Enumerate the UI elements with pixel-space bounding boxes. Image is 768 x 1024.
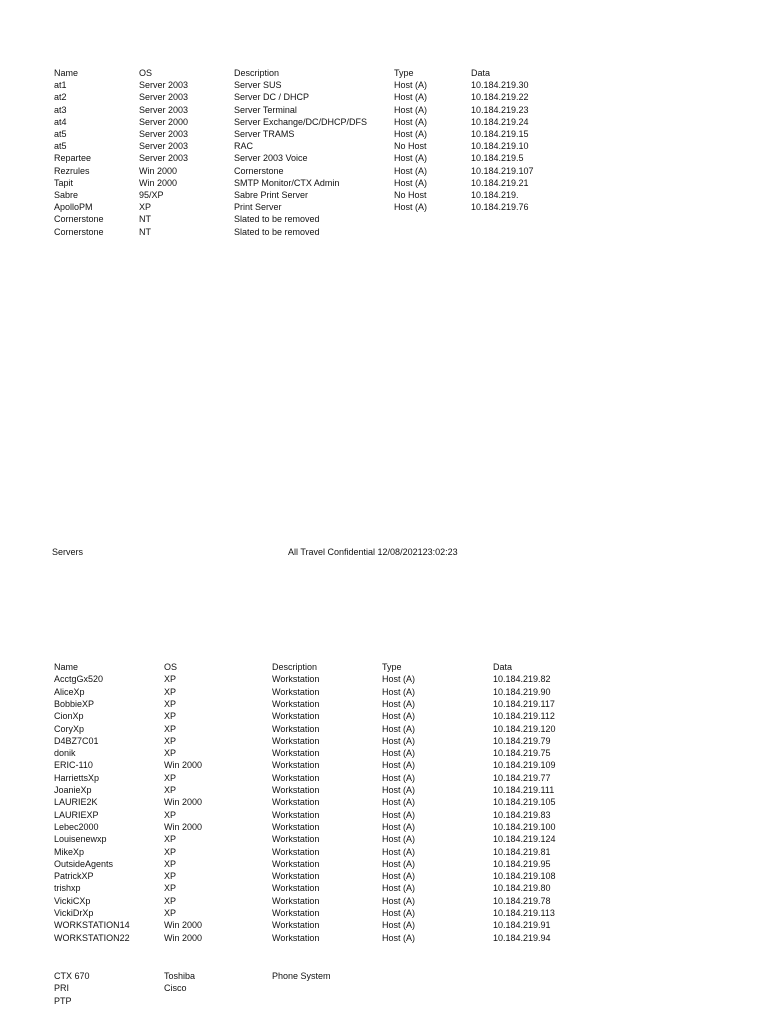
cell-name: LAURIE2K bbox=[54, 797, 98, 808]
cell-name: JoanieXp bbox=[54, 785, 92, 795]
cell-description: Workstation bbox=[272, 858, 320, 869]
server-row bbox=[0, 213, 768, 225]
cell-name: CionXp bbox=[54, 711, 84, 722]
cell-type: Host (A) bbox=[382, 686, 416, 697]
cell-name: ApolloPM bbox=[54, 202, 93, 213]
cell-os: XP bbox=[164, 674, 177, 685]
header-description: Description bbox=[272, 662, 318, 672]
cell-os: Server 2003 bbox=[139, 104, 189, 115]
workstation-row bbox=[0, 895, 768, 907]
cell-name: Sabre bbox=[54, 190, 79, 200]
cell-description: Workstation bbox=[272, 920, 320, 931]
cell-type: Host (A) bbox=[382, 871, 416, 882]
cell-name: donik bbox=[54, 748, 76, 759]
cell-name: WORKSTATION14 bbox=[54, 920, 130, 931]
header-os: OS bbox=[139, 68, 153, 78]
header-type: Type bbox=[394, 68, 414, 78]
cell-description: Workstation bbox=[272, 895, 320, 906]
cell-description: Workstation bbox=[272, 723, 320, 734]
workstations-header-row bbox=[0, 661, 768, 673]
cell-type: Host (A) bbox=[382, 735, 416, 746]
cell-description: Workstation bbox=[272, 932, 320, 943]
cell-data: 10.184.219.94 bbox=[493, 932, 551, 943]
cell-description: Workstation bbox=[272, 698, 320, 709]
workstation-row bbox=[0, 673, 768, 685]
cell-description: Workstation bbox=[272, 760, 320, 771]
cell-description: Workstation bbox=[272, 809, 320, 820]
header-data: Data bbox=[471, 68, 491, 78]
cell-os: XP bbox=[164, 883, 177, 894]
cell-os: Win 2000 bbox=[164, 920, 203, 931]
cell-data: 10.184.219.5 bbox=[471, 153, 524, 164]
cell-os: Server 2003 bbox=[139, 92, 189, 103]
cell-data: 10.184.219.108 bbox=[493, 871, 556, 882]
cell-data: 10.184.219.78 bbox=[493, 895, 551, 906]
cell-data: 10.184.219.77 bbox=[493, 772, 551, 783]
cell-name: MikeXp bbox=[54, 846, 85, 857]
cell-name: D4BZ7C01 bbox=[54, 735, 99, 746]
cell-name: AcctgGx520 bbox=[54, 674, 104, 685]
cell-description: Workstation bbox=[272, 674, 320, 685]
cell-type: Host (A) bbox=[382, 834, 416, 845]
cell-os: XP bbox=[164, 686, 177, 697]
workstation-row bbox=[0, 870, 768, 882]
cell-type: No Host bbox=[394, 190, 427, 200]
cell-name: ERIC-110 bbox=[54, 760, 93, 771]
cell-name: trishxp bbox=[54, 883, 81, 894]
cell-description: Workstation bbox=[272, 834, 320, 845]
cell-type: Host (A) bbox=[382, 797, 416, 808]
cell-data: 10.184.219.79 bbox=[493, 735, 551, 746]
servers-header-row bbox=[0, 67, 768, 79]
cell-description: Workstation bbox=[272, 748, 320, 759]
device-name: PTP bbox=[54, 995, 72, 1006]
cell-type: No Host bbox=[394, 141, 427, 152]
cell-description: Slated to be removed bbox=[234, 226, 320, 237]
cell-description: SMTP Monitor/CTX Admin bbox=[234, 177, 340, 188]
cell-os: Server 2003 bbox=[139, 153, 189, 164]
cell-type: Host (A) bbox=[382, 698, 416, 709]
cell-name: Tapit bbox=[54, 177, 74, 188]
cell-os: XP bbox=[164, 748, 177, 759]
cell-type: Host (A) bbox=[394, 116, 428, 127]
cell-os: Win 2000 bbox=[139, 165, 178, 176]
cell-name: WORKSTATION22 bbox=[54, 932, 130, 943]
cell-type: Host (A) bbox=[382, 723, 416, 734]
cell-type: Host (A) bbox=[394, 177, 428, 188]
cell-description: Server DC / DHCP bbox=[234, 92, 310, 103]
cell-name: Cornerstone bbox=[54, 214, 104, 225]
cell-description: Workstation bbox=[272, 785, 320, 795]
cell-name: Rezrules bbox=[54, 165, 90, 176]
cell-data: 10.184.219.90 bbox=[493, 686, 551, 697]
cell-name: VickiCXp bbox=[54, 895, 91, 906]
cell-type: Host (A) bbox=[394, 153, 428, 164]
cell-type: Host (A) bbox=[394, 129, 428, 139]
cell-data: 10.184.219.107 bbox=[471, 165, 534, 176]
cell-data: 10.184.219.81 bbox=[493, 846, 551, 857]
cell-os: XP bbox=[164, 723, 177, 734]
cell-os: XP bbox=[164, 834, 177, 845]
cell-type: Host (A) bbox=[394, 92, 428, 103]
cell-type: Host (A) bbox=[382, 821, 416, 832]
cell-type: Host (A) bbox=[382, 785, 416, 795]
cell-os: Server 2003 bbox=[139, 141, 189, 152]
cell-data: 10.184.219.15 bbox=[471, 129, 529, 139]
cell-data: 10.184.219.80 bbox=[493, 883, 551, 894]
cell-data: 10.184.219.82 bbox=[493, 674, 551, 685]
server-row bbox=[0, 128, 768, 140]
cell-description: Server Terminal bbox=[234, 104, 297, 115]
cell-data: 10.184.219.111 bbox=[493, 785, 555, 795]
cell-name: LAURIEXP bbox=[54, 809, 99, 820]
workstation-row bbox=[0, 932, 768, 944]
cell-os: XP bbox=[164, 785, 177, 795]
header-name: Name bbox=[54, 68, 79, 78]
workstation-row bbox=[0, 735, 768, 747]
cell-description: Cornerstone bbox=[234, 165, 284, 176]
cell-data: 10.184.219.124 bbox=[493, 834, 556, 845]
server-row bbox=[0, 140, 768, 152]
workstation-row bbox=[0, 919, 768, 931]
cell-description: Workstation bbox=[272, 883, 320, 894]
cell-name: AliceXp bbox=[54, 686, 85, 697]
cell-os: Win 2000 bbox=[164, 797, 203, 808]
cell-name: at5 bbox=[54, 141, 67, 152]
cell-description: RAC bbox=[234, 141, 254, 152]
cell-os: Server 2000 bbox=[139, 116, 189, 127]
cell-os: XP bbox=[139, 202, 152, 213]
cell-description: Slated to be removed bbox=[234, 214, 320, 225]
cell-name: OutsideAgents bbox=[54, 858, 114, 869]
cell-name: Cornerstone bbox=[54, 226, 104, 237]
cell-os: XP bbox=[164, 772, 177, 783]
cell-os: Win 2000 bbox=[164, 760, 203, 771]
server-row bbox=[0, 116, 768, 128]
workstation-row bbox=[0, 772, 768, 784]
server-row bbox=[0, 104, 768, 116]
cell-description: Print Server bbox=[234, 202, 282, 213]
cell-name: at4 bbox=[54, 116, 67, 127]
footer-confidential-timestamp: All Travel Confidential 12/08/202123:02:23 bbox=[288, 547, 458, 557]
server-row bbox=[0, 165, 768, 177]
server-row bbox=[0, 177, 768, 189]
cell-os: XP bbox=[164, 809, 177, 820]
workstation-row bbox=[0, 723, 768, 735]
workstation-row bbox=[0, 907, 768, 919]
workstation-row bbox=[0, 759, 768, 771]
cell-name: Louisenewxp bbox=[54, 834, 107, 845]
cell-data: 10.184.219.10 bbox=[471, 141, 529, 152]
cell-data: 10.184.219.23 bbox=[471, 104, 529, 115]
header-os: OS bbox=[164, 662, 178, 672]
cell-data: 10.184.219.75 bbox=[493, 748, 551, 759]
cell-name: at3 bbox=[54, 104, 67, 115]
cell-data: 10.184.219.120 bbox=[493, 723, 556, 734]
cell-os: XP bbox=[164, 735, 177, 746]
cell-os: Server 2003 bbox=[139, 80, 189, 91]
cell-os: Win 2000 bbox=[164, 932, 203, 943]
device-row bbox=[0, 982, 768, 994]
header-name: Name bbox=[54, 662, 79, 672]
server-row bbox=[0, 79, 768, 91]
cell-type: Host (A) bbox=[382, 883, 416, 894]
workstation-row bbox=[0, 747, 768, 759]
cell-os: NT bbox=[139, 214, 151, 225]
cell-data: 10.184.219.109 bbox=[493, 760, 556, 771]
workstation-row bbox=[0, 833, 768, 845]
cell-description: Server SUS bbox=[234, 80, 282, 91]
server-row bbox=[0, 91, 768, 103]
cell-os: XP bbox=[164, 908, 177, 918]
cell-os: XP bbox=[164, 711, 177, 722]
cell-os: Win 2000 bbox=[164, 821, 203, 832]
cell-type: Host (A) bbox=[382, 674, 416, 685]
cell-type: Host (A) bbox=[382, 748, 416, 759]
cell-description: Sabre Print Server bbox=[234, 190, 309, 200]
cell-type: Host (A) bbox=[394, 165, 428, 176]
cell-description: Workstation bbox=[272, 686, 320, 697]
cell-type: Host (A) bbox=[382, 846, 416, 857]
cell-os: XP bbox=[164, 858, 177, 869]
cell-data: 10.184.219.113 bbox=[493, 908, 555, 918]
server-row bbox=[0, 189, 768, 201]
cell-os: XP bbox=[164, 895, 177, 906]
cell-description: Workstation bbox=[272, 871, 320, 882]
cell-data: 10.184.219.112 bbox=[493, 711, 555, 722]
cell-description: Server Exchange/DC/DHCP/DFS bbox=[234, 116, 368, 127]
cell-data: 10.184.219.117 bbox=[493, 698, 555, 709]
device-name: PRI bbox=[54, 983, 70, 994]
cell-description: Server TRAMS bbox=[234, 129, 295, 139]
cell-name: at1 bbox=[54, 80, 67, 91]
cell-type: Host (A) bbox=[382, 858, 416, 869]
cell-description: Workstation bbox=[272, 846, 320, 857]
cell-name: Lebec2000 bbox=[54, 821, 99, 832]
cell-os: 95/XP bbox=[139, 190, 164, 200]
cell-os: Win 2000 bbox=[139, 177, 178, 188]
server-row bbox=[0, 226, 768, 238]
footer-section-label: Servers bbox=[52, 547, 84, 557]
workstation-row bbox=[0, 796, 768, 808]
cell-data: 10.184.219. bbox=[471, 190, 519, 200]
cell-type: Host (A) bbox=[382, 932, 416, 943]
workstation-row bbox=[0, 698, 768, 710]
cell-description: Server 2003 Voice bbox=[234, 153, 308, 164]
device-vendor: Toshiba bbox=[164, 971, 196, 981]
cell-os: Server 2003 bbox=[139, 129, 189, 139]
cell-type: Host (A) bbox=[394, 202, 428, 213]
cell-name: HarriettsXp bbox=[54, 772, 100, 783]
cell-os: XP bbox=[164, 846, 177, 857]
cell-name: CoryXp bbox=[54, 723, 85, 734]
workstation-row bbox=[0, 846, 768, 858]
device-row bbox=[0, 995, 768, 1007]
cell-type: Host (A) bbox=[382, 772, 416, 783]
workstation-row bbox=[0, 686, 768, 698]
cell-data: 10.184.219.22 bbox=[471, 92, 529, 103]
cell-name: at2 bbox=[54, 92, 67, 103]
cell-type: Host (A) bbox=[382, 920, 416, 931]
cell-data: 10.184.219.76 bbox=[471, 202, 529, 213]
cell-data: 10.184.219.95 bbox=[493, 858, 551, 869]
cell-name: at5 bbox=[54, 129, 67, 139]
cell-name: BobbieXP bbox=[54, 698, 95, 709]
cell-name: Repartee bbox=[54, 153, 92, 164]
cell-type: Host (A) bbox=[382, 908, 416, 918]
device-vendor: Cisco bbox=[164, 983, 187, 994]
cell-os: XP bbox=[164, 698, 177, 709]
cell-os: XP bbox=[164, 871, 177, 882]
cell-type: Host (A) bbox=[394, 80, 428, 91]
cell-type: Host (A) bbox=[382, 895, 416, 906]
workstation-row bbox=[0, 710, 768, 722]
cell-description: Workstation bbox=[272, 772, 320, 783]
cell-data: 10.184.219.30 bbox=[471, 80, 529, 91]
cell-description: Workstation bbox=[272, 908, 320, 918]
cell-data: 10.184.219.105 bbox=[493, 797, 556, 808]
cell-name: VickiDrXp bbox=[54, 908, 94, 918]
workstation-row bbox=[0, 821, 768, 833]
cell-type: Host (A) bbox=[394, 104, 428, 115]
header-type: Type bbox=[382, 662, 402, 672]
cell-data: 10.184.219.21 bbox=[471, 177, 529, 188]
device-row bbox=[0, 970, 768, 982]
workstation-row bbox=[0, 809, 768, 821]
header-data: Data bbox=[493, 662, 513, 672]
cell-data: 10.184.219.100 bbox=[493, 821, 556, 832]
device-name: CTX 670 bbox=[54, 971, 90, 981]
cell-type: Host (A) bbox=[382, 809, 416, 820]
cell-os: NT bbox=[139, 226, 151, 237]
device-description: Phone System bbox=[272, 971, 331, 981]
cell-data: 10.184.219.83 bbox=[493, 809, 551, 820]
cell-description: Workstation bbox=[272, 711, 320, 722]
workstation-row bbox=[0, 882, 768, 894]
cell-data: 10.184.219.24 bbox=[471, 116, 529, 127]
workstation-row bbox=[0, 784, 768, 796]
cell-type: Host (A) bbox=[382, 711, 416, 722]
cell-description: Workstation bbox=[272, 821, 320, 832]
workstation-row bbox=[0, 858, 768, 870]
cell-description: Workstation bbox=[272, 735, 320, 746]
server-row bbox=[0, 152, 768, 164]
cell-name: PatrickXP bbox=[54, 871, 94, 882]
cell-description: Workstation bbox=[272, 797, 320, 808]
cell-data: 10.184.219.91 bbox=[493, 920, 551, 931]
cell-type: Host (A) bbox=[382, 760, 416, 771]
header-description: Description bbox=[234, 68, 280, 78]
server-row bbox=[0, 201, 768, 213]
